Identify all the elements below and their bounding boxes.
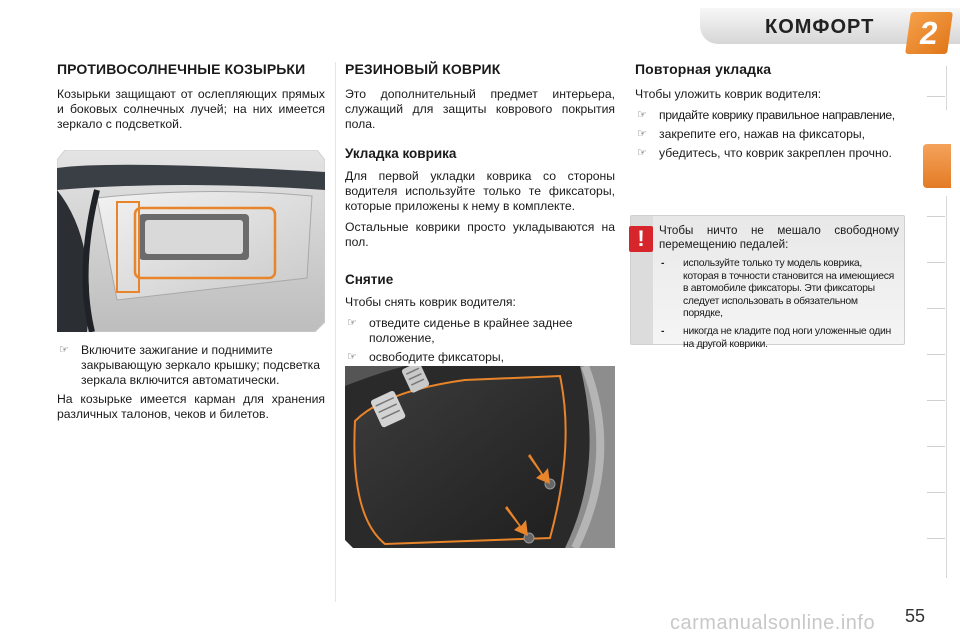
list-item: - никогда не кладите под ноги уложенные один на другой коврики. (661, 325, 891, 350)
bullet-arrow-icon: ☞ (347, 317, 357, 329)
refitting-section (635, 62, 903, 165)
page-header (560, 0, 960, 52)
list-item: - используйте только ту модель коврика, которая в точности становится на имеющиеся в автомобиле фиксаторы. Эти фиксаторы следует использовать в обязательном порядке, (661, 258, 894, 320)
list-item: ☞ Включите зажигание и поднимите закрывающую зеркало крышку; подсветка зеркала включится автоматически. (59, 343, 321, 387)
rubber-mat-section (345, 62, 615, 388)
warning-text: Чтобы ничто не мешало свободному перемещению педалей: (659, 224, 899, 251)
paragraph: Для первой укладки коврика со стороны водителя используйте только те фиксаторы, которые приложены к нему в комплекте. (345, 169, 615, 213)
paragraph: Козырьки защищают от ослепляющих прямых и боковых солнечных лучей; на них имеется зеркало с подсветкой. (57, 87, 325, 131)
dash-icon: - (661, 325, 665, 337)
sun-visors-section (57, 62, 325, 138)
warning-box (630, 215, 905, 350)
list-item: ☞ закрепите его, нажав на фиксаторы, (637, 127, 866, 141)
section-heading: Повторная укладка (635, 61, 772, 77)
warning-list (659, 258, 899, 351)
bullet-arrow-icon: ☞ (637, 147, 647, 159)
sun-visors-section-cont (57, 343, 325, 428)
list-item: ☞ придайте коврику правильное направление, (637, 108, 895, 122)
chapter-tab[interactable] (925, 66, 947, 110)
bullet-list (635, 108, 903, 161)
bullet-list (57, 343, 325, 388)
warning-content (659, 224, 899, 356)
chapter-title: КОМФОРТ (765, 16, 875, 38)
page-number: 55 (905, 606, 926, 626)
bullet-arrow-icon: ☞ (637, 109, 647, 121)
bullet-arrow-icon: ☞ (637, 128, 647, 140)
chapter-tabs (925, 66, 947, 578)
chapter-number-badge: 2 (905, 12, 953, 54)
paragraph: На козырьке имеется карман для хранения различных талонов, чеков и билетов. (57, 392, 325, 421)
paragraph: Чтобы уложить коврик водителя: (635, 87, 822, 101)
paragraph: Остальные коврики просто укладываются на пол. (345, 220, 615, 249)
list-item: ☞ освободите фиксаторы, (347, 350, 505, 364)
paragraph: Это дополнительный предмет интерьера, служащий для защиты коврового покрытия пола. (345, 87, 615, 131)
bullet-arrow-icon: ☞ (59, 344, 69, 356)
section-heading: РЕЗИНОВЫЙ КОВРИК (345, 61, 501, 77)
exclamation-icon: ! (629, 226, 653, 252)
sun-visor-illustration (57, 150, 325, 332)
column-divider (335, 62, 336, 602)
subsection-heading: Снятие (345, 272, 394, 287)
list-item: ☞ убедитесь, что коврик закреплен прочно. (637, 146, 892, 160)
subsection-heading: Укладка коврика (345, 146, 457, 161)
floor-mat-illustration (345, 366, 615, 548)
chapter-tab-active[interactable] (923, 144, 951, 188)
dash-icon: - (661, 258, 665, 269)
chapter-tab-column (925, 196, 947, 578)
paragraph: Чтобы снять коврик водителя: (345, 295, 516, 309)
list-item: ☞ отведите сиденье в крайнее заднее положение, (347, 316, 573, 345)
bullet-arrow-icon: ☞ (347, 351, 357, 363)
watermark: carmanualsonline.info (670, 612, 876, 634)
section-heading: ПРОТИВОСОЛНЕЧНЫЕ КОЗЫРЬКИ (57, 61, 306, 77)
